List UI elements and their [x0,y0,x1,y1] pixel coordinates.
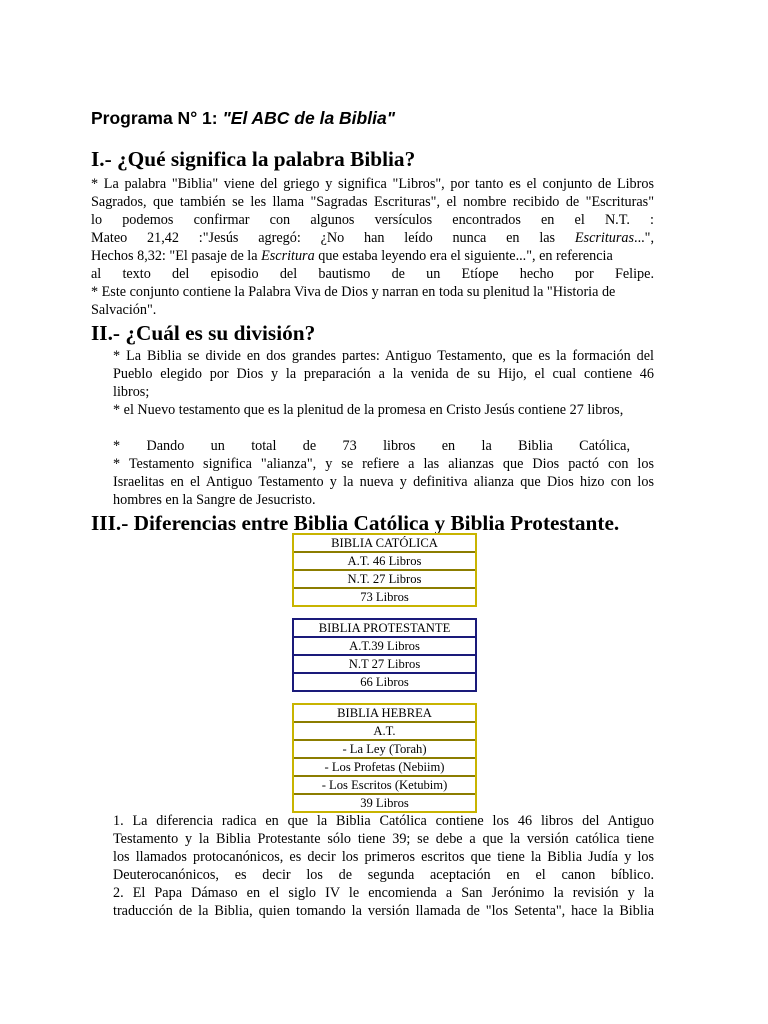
s3-line-3: los llamados protocanónicos, es decir los primeros escritos que tiene la Biblia Judía y los [113,849,654,865]
s1-line-3: lo podemos confirmar con algunos versículos encontrados en el N.T. : [91,212,654,228]
s2-line-5: * Dando un total de 73 libros en la Biblia Católica, [113,438,630,454]
s1-line-4-a: Mateo 21,42 :"Jesús agregó: ¿No han leído nunca en las [91,230,575,246]
section-3-body [113,812,654,920]
document-title [91,107,395,129]
s3-line-5: 2. El Papa Dámaso en el siglo IV le encomienda a San Jerónimo la revisión y la [113,885,654,901]
section-3-heading: III.- Diferencias entre Biblia Católica y Biblia Protestante. [91,511,620,535]
s1-line-5-a: Hechos 8,32: "El pasaje de la [91,248,262,264]
hebrea-total: 39 Libros [360,796,409,810]
s2-line-2: Pueblo elegido por Dios y la preparación a la venida de su Hijo, el cual contiene 46 [113,366,654,382]
table-biblia-catolica [292,533,477,607]
section-1-heading: I.- ¿Qué significa la palabra Biblia? [91,147,416,171]
hebrea-header: BIBLIA HEBREA [294,705,475,723]
catolica-at: A.T. 46 Libros [294,553,475,571]
protestante-header: BIBLIA PROTESTANTE [294,620,475,638]
catolica-nt: N.T. 27 Libros [294,571,475,589]
s1-line-4 [91,229,654,247]
s1-line-7: * Este conjunto contiene la Palabra Viva de Dios y narran en toda su plenitud la "Historia de [91,284,616,300]
table-biblia-hebrea [292,703,477,813]
s1-line-2: Sagrados, que también se les llama "Sagradas Escrituras", el nombre recibido de "Escrituras" [91,194,654,210]
s1-line-4-em: Escrituras [574,230,635,246]
s2-line-7: Israelitas en el Antiguo Testamento y la nueva y definitiva alianza que Dios hizo con los [113,474,654,490]
s1-line-4-b: ...", [634,230,654,246]
s1-line-1: * La palabra "Biblia" viene del griego y significa "Libros", por tanto es el conjunto de Libros [91,176,654,192]
s1-line-6: al texto del episodio del bautismo de un Etíope hecho por Felipe. [91,266,654,282]
hebrea-torah: - La Ley (Torah) [294,741,475,759]
s2-line-8: hombres en la Sangre de Jesucristo. [113,492,316,508]
section-1-body [91,175,654,319]
s1-line-5 [91,247,654,265]
hebrea-nebiim: - Los Profetas (Nebiim) [294,759,475,777]
s1-line-8: Salvación". [91,302,157,318]
protestante-total: 66 Libros [360,675,409,689]
hebrea-ketubim: - Los Escritos (Ketubim) [294,777,475,795]
protestante-nt: N.T 27 Libros [294,656,475,674]
s2-line-6: * Testamento significa "alianza", y se refiere a las alianzas que Dios pactó con los [113,456,654,472]
hebrea-at: A.T. [294,723,475,741]
s1-line-5-em: Escritura [261,248,315,264]
table-biblia-protestante [292,618,477,692]
s1-line-5-b: que estaba leyendo era el siguiente...", en referencia [314,248,613,264]
title-prefix: Programa N° 1: [91,108,223,128]
s3-line-2: Testamento y la Biblia Protestante sólo tiene 39; se debe a que la versión católica tiene [113,831,654,847]
protestante-at: A.T.39 Libros [294,638,475,656]
catolica-header: BIBLIA CATÓLICA [294,535,475,553]
section-2-heading: II.- ¿Cuál es su división? [91,321,316,345]
catolica-total: 73 Libros [360,590,409,604]
s2-blank-line [113,419,654,437]
s2-line-4: * el Nuevo testamento que es la plenitud de la promesa en Cristo Jesús contiene 27 libros, [113,402,624,418]
s3-line-1: 1. La diferencia radica en que la Biblia Católica contiene los 46 libros del Antiguo [113,813,654,829]
s3-line-6: traducción de la Biblia, quien tomando la versión llamada de "los Setenta", hace la Biblia [113,903,654,919]
s3-line-4: Deuterocanónicos, es decir los de segunda aceptación en el canon bíblico. [113,867,654,883]
title-quote: "El ABC de la Biblia" [222,108,395,128]
s2-line-3: libros; [113,384,150,400]
section-2-body [113,347,654,509]
s2-line-1: * La Biblia se divide en dos grandes partes: Antiguo Testamento, que es la formación del [113,348,654,364]
